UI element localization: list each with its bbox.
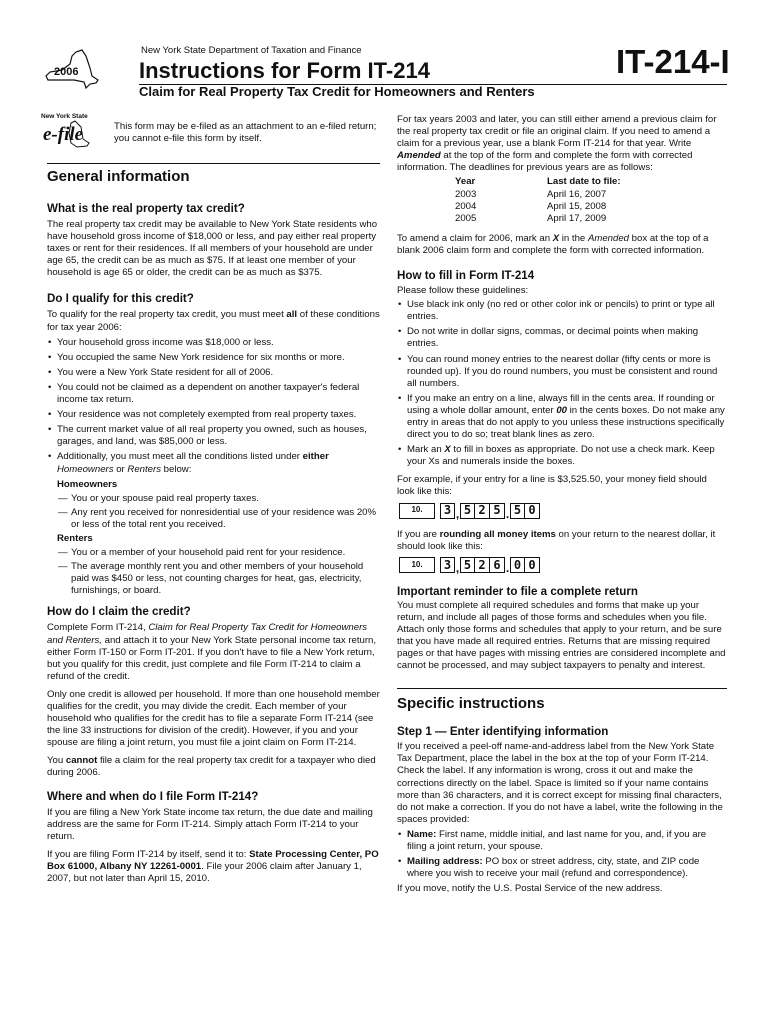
digit-box: 5 <box>460 557 475 573</box>
list-item: • Name: First name, middle initial, and last name for you, and, if you are filing a joint return, your spouse. <box>397 829 727 853</box>
list-item: • You can round money entries to the nearest dollar (fifty cents or more is rounded up). If you do round numbers, you must be consistent and round all numbers. <box>397 354 727 390</box>
table-cell: 2005 <box>455 212 477 224</box>
list-item: • Your residence was not completely exempted from real property taxes. <box>47 409 380 421</box>
digit-box: 2 <box>475 503 490 519</box>
amend-p1: For tax years 2003 and later, you can still either amend a previous claim for the real property tax credit or file an original claim. If you need to amend a claim for a previous year, use a blank Form IT-214 for that year. Write Amended at the top of the form and complete the form with corrected information. The deadlines for previous years are as follows: <box>397 114 717 174</box>
comma-mark: , <box>455 560 460 575</box>
decimal-mark: . <box>505 506 510 521</box>
what-text: The real property tax credit may be available to New York State residents who have household gross income of $18,000 or less, and pay either real property taxes or rent for their residences. If all members of your household are under age 65, the credit can be as much as $75. If at least one member of your household is age 65 or older, the credit can be as much as $375. <box>47 219 378 279</box>
specific-heading: Specific instructions <box>397 695 545 713</box>
reminder-text: You must complete all required schedules and forms that make up your return, and include all pages of those forms and schedules when you file. Attach only those forms and schedules that apply to your return, and be sure that you have made all required entries. Returns that are missing required pages or that have pages with missing entries are considered incomplete and cannot be processed, and may subject taxpayers to penalty and interest. <box>397 599 726 672</box>
qualify-intro: To qualify for the real property tax credit, you must meet all of these conditions for tax year 2006: <box>47 309 380 333</box>
homeowner-conditions <box>47 479 380 598</box>
table-cell: April 15, 2008 <box>547 200 607 212</box>
list-item: • You occupied the same New York residence for six months or more. <box>47 352 380 364</box>
digit-box: 6 <box>490 557 505 573</box>
move-note: If you move, notify the U.S. Postal Service of the new address. <box>397 883 663 895</box>
howto-heading: How to fill in Form IT-214 <box>397 269 535 283</box>
list-item: • Mailing address: PO box or street address, city, state, and ZIP code where you wish to receive your mail (refund and correspondence). <box>397 856 727 880</box>
digit-box: 3 <box>440 557 455 573</box>
amend-p2: To amend a claim for 2006, mark an X in the Amended box at the top of a blank 2006 claim form and complete the form with corrected information. <box>397 232 709 256</box>
howto-intro: Please follow these guidelines: <box>397 285 529 297</box>
form-year: 2006 <box>54 66 79 78</box>
claim-p3: You cannot file a claim for the real property tax credit for a taxpayer who died during 2006. <box>47 755 376 779</box>
table-cell: 2004 <box>455 200 477 212</box>
list-item: • Do not write in dollar signs, commas, or decimal points when making entries. <box>397 326 727 350</box>
list-item: — Any rent you received for nonresidential use of your residence was 20% or less of the total rent you received. <box>57 507 380 531</box>
section-rule <box>47 163 380 164</box>
digit-box: 2 <box>475 557 490 573</box>
page-title: Instructions for Form IT-214 <box>139 58 430 83</box>
reminder-heading: Important reminder to file a complete return <box>397 584 638 598</box>
qualify-heading: Do I qualify for this credit? <box>47 292 194 306</box>
efile-logo <box>41 113 105 151</box>
line-number: 10. <box>399 503 435 519</box>
form-id: IT-214-I <box>616 43 730 80</box>
general-heading: General information <box>47 168 190 185</box>
list-item: — You or a member of your household paid rent for your residence. <box>57 547 380 559</box>
claim-p2: Only one credit is allowed per household. If more than one household member qualifies for the credit, you may divide the credit. Each member of your household who qualifies for the credit has to file a separate Form IT-214 (see the line 33 instructions for division of the credit). However, if you and your spouse are filing a joint return, you must file a joint claim on Form IT-214. <box>47 688 380 749</box>
example1-text: For example, if your entry for a line is $3,525.50, your money field should look like this: <box>397 474 707 498</box>
list-item: — The average monthly rent you and other members of your household paid was $450 or less, not counting charges for heat, gas, electricity, furnishings, or board. <box>57 561 380 597</box>
claim-p1: Complete Form IT-214, Claim for Real Property Tax Credit for Homeowners and Renters, and attach it to your New York State personal income tax return, either Form IT-150 or Form IT-201. If you don't have to file a New York return, but you qualify for this credit, just complete and file Form IT-214 to claim a refund of the credit. <box>47 622 377 682</box>
digit-box: 0 <box>525 557 540 573</box>
howto-list <box>397 299 727 468</box>
list-item: • You were a New York State resident for all of 2006. <box>47 367 380 379</box>
digit-box: 5 <box>510 503 525 519</box>
digit-box: 5 <box>460 503 475 519</box>
list-item: • Additionally, you must meet all the conditions listed under either Homeowners or Renters below: <box>47 451 380 475</box>
efile-logo-word: e-file <box>43 124 84 145</box>
money-field-example-1 <box>399 503 599 519</box>
list-item: — You or your spouse paid real property taxes. <box>57 493 380 505</box>
table-header: Last date to file: <box>547 176 621 188</box>
qualify-list <box>47 337 380 476</box>
renters-heading: Renters <box>57 532 93 544</box>
deadline-table <box>455 176 727 224</box>
efile-note: This form may be e-filed as an attachment to an e-filed return; you cannot e-file this form by itself. <box>114 121 377 145</box>
table-cell: 2003 <box>455 188 477 200</box>
right-column <box>397 114 727 901</box>
step1-text: If you received a peel-off name-and-address label from the New York State Tax Department, place the label in the box at the top of your Form IT-214. Check the label. If any information is wrong, cross it out and make the corrections directly on the label. Space is limited so if your name contains more than 36 characters, and it is correct except for missing final characters, do not make a correction. If you do not have a label, write the following in the spaces provided: <box>397 741 723 825</box>
digit-box: 0 <box>525 503 540 519</box>
digit-box: 0 <box>510 557 525 573</box>
table-cell: April 17, 2009 <box>547 212 607 224</box>
efile-logo-top: New York State <box>41 113 88 120</box>
step1-heading: Step 1 — Enter identifying information <box>397 725 609 739</box>
line-number: 10. <box>399 557 435 573</box>
example2-text: If you are rounding all money items on your return to the nearest dollar, it should look like this: <box>397 528 716 552</box>
list-item: • Your household gross income was $18,000 or less. <box>47 337 380 349</box>
list-item: • You could not be claimed as a dependent on another taxpayer's federal income tax return. <box>47 382 380 406</box>
comma-mark: , <box>455 506 460 521</box>
decimal-mark: . <box>505 560 510 575</box>
table-cell: April 16, 2007 <box>547 188 607 200</box>
what-heading: What is the real property tax credit? <box>47 202 245 215</box>
left-column <box>47 163 380 891</box>
digit-box: 3 <box>440 503 455 519</box>
department-name: New York State Department of Taxation and Finance <box>141 45 362 56</box>
label-fields-list <box>397 829 727 880</box>
section-rule <box>397 688 727 689</box>
page-subtitle: Claim for Real Property Tax Credit for Homeowners and Renters <box>139 84 535 99</box>
claim-heading: How do I claim the credit? <box>47 605 191 619</box>
digit-box: 5 <box>490 503 505 519</box>
homeowners-heading: Homeowners <box>57 478 118 490</box>
list-item: • Use black ink only (no red or other color ink or pencils) to print or type all entries. <box>397 299 727 323</box>
money-field-example-2 <box>399 557 599 573</box>
when-p2: If you are filing Form IT-214 by itself, send it to: State Processing Center, PO Box 61000, Albany NY 12261-0001. File your 2006 claim after January 1, 2007, but not later than April 15, 2010. <box>47 848 379 885</box>
list-item: • If you make an entry on a line, always fill in the cents area. If rounding or using a whole dollar amount, enter 00 in the cents boxes. Do not make any entry in areas that do not apply to you unless these instructions specifically direct you to do so; treat blank lines as zero. <box>397 393 727 441</box>
when-p1: If you are filing a New York State income tax return, the due date and mailing address are the same for Form IT-214. Simply attach Form IT-214 to your return. <box>47 806 373 842</box>
list-item: • Mark an X to fill in boxes as appropriate. Do not use a check mark. Keep your Xs and numerals inside the boxes. <box>397 444 727 468</box>
table-header: Year <box>455 176 476 188</box>
list-item: • The current market value of all real property you owned, such as houses, garages, and land, was $85,000 or less. <box>47 424 380 448</box>
ny-state-map-logo <box>40 46 102 90</box>
when-heading: Where and when do I file Form IT-214? <box>47 789 259 803</box>
